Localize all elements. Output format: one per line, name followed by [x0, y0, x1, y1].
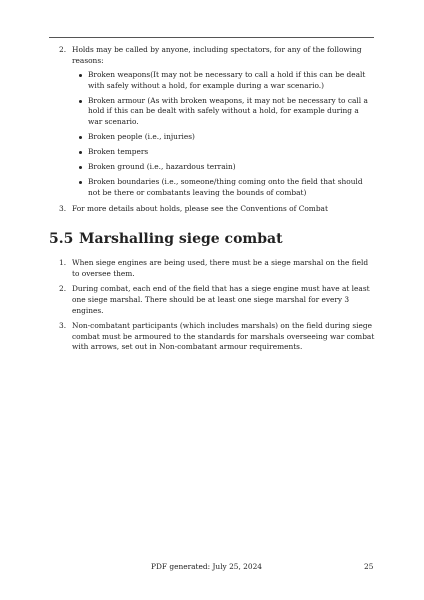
list-item: [49, 258, 375, 279]
bullet-text: Broken weapons(It may not be necessary to call a hold if this can be dealt with safely without a hold, for example during a war scenario.): [88, 70, 366, 90]
bullet-text: Broken boundaries (i.e., someone/thing coming onto the field that should not be there or combatants leaving the bounds of combat): [88, 177, 363, 198]
reasons-list: [72, 70, 375, 198]
list-text: During combat, each end of the field that has a siege engine must have at least one siege marshal. There should be at least one siege marshal for every 3 engines.: [72, 284, 370, 315]
list-item-more-details: [49, 204, 375, 215]
bullet-text: Broken ground (i.e., hazardous terrain): [88, 162, 236, 172]
list-text: When siege engines are being used, there must be a siege marshal on the field to oversee them.: [72, 258, 369, 278]
section-heading: [49, 231, 375, 248]
bullet-item: [72, 177, 375, 198]
list-number: 1.: [59, 258, 67, 268]
bullet-item: [72, 96, 375, 128]
page-content: [49, 45, 375, 358]
list-text: Holds may be called by anyone, including spectators, for any of the following reasons:: [72, 45, 362, 65]
section-number: 5.5: [49, 231, 74, 248]
bullet-item: [72, 70, 375, 91]
list-number: 3.: [59, 321, 67, 331]
list-text: Non-combatant participants (which includes marshals) on the field during siege combat must be armoured to the standards for marshals overseeing war combat with arrows, set out in Non-combatant armour requirements.: [72, 321, 375, 352]
bullet-item: [72, 132, 375, 143]
bullet-icon: [79, 166, 82, 169]
bullet-text: Broken people (i.e., injuries): [88, 132, 195, 142]
section-title: Marshalling siege combat: [79, 231, 283, 248]
bullet-icon: [79, 74, 82, 77]
generated-date: PDF generated: July 25, 2024: [151, 562, 262, 571]
list-number: 3.: [59, 203, 67, 213]
bullet-item: [72, 147, 375, 158]
list-number: 2.: [59, 45, 67, 54]
list-text: For more details about holds, please see the Conventions of Combat: [72, 203, 328, 213]
bullet-text: Broken tempers: [88, 147, 149, 157]
bullet-item: [72, 162, 375, 173]
bullet-icon: [79, 100, 82, 103]
page-number: 25: [364, 562, 374, 571]
bullet-icon: [79, 151, 82, 154]
list-item: [49, 284, 375, 316]
list-number: 2.: [59, 284, 67, 294]
header-rule: [49, 37, 374, 38]
list-item-holds: [49, 45, 375, 199]
bullet-icon: [79, 181, 82, 184]
bullet-text: Broken armour (As with broken weapons, it may not be necessary to call a hold if this can be dealt with safely without a hold, for example during a war scenario.: [88, 95, 368, 127]
bullet-icon: [79, 136, 82, 139]
list-item: [49, 321, 375, 353]
